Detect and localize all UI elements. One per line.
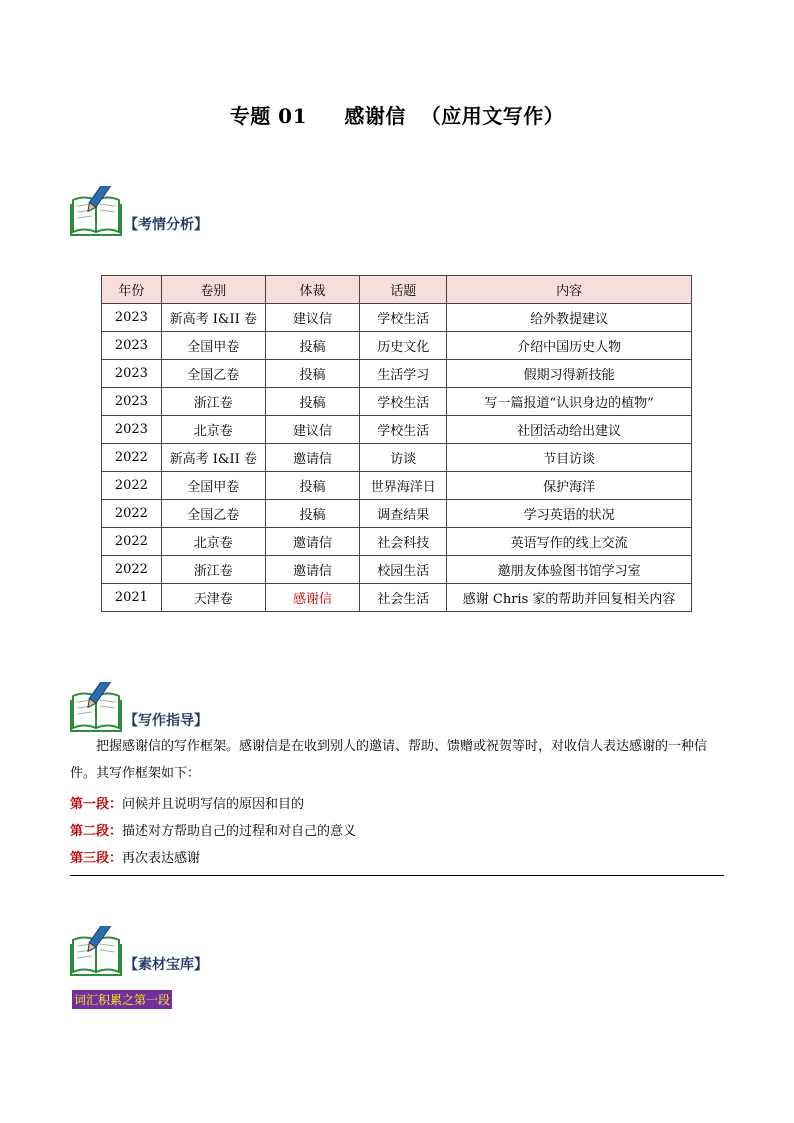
cell-genre: 建议信 — [265, 416, 360, 444]
cell-content: 社团活动给出建议 — [447, 416, 692, 444]
cell-paper: 新高考 I&II 卷 — [161, 304, 265, 332]
section-label-guide: 【写作指导】 — [124, 713, 208, 729]
step-text: 问候并且说明写信的原因和目的 — [122, 797, 305, 812]
table-header-row — [102, 276, 692, 304]
horizontal-rule — [70, 875, 724, 876]
header-content: 内容 — [447, 276, 692, 304]
cell-year: 2023 — [102, 416, 162, 444]
cell-year: 2023 — [102, 388, 162, 416]
table-row — [102, 416, 692, 444]
table-row — [102, 556, 692, 584]
cell-genre: 邀请信 — [265, 528, 360, 556]
section-label-analysis: 【考情分析】 — [124, 217, 208, 233]
header-topic: 话题 — [360, 276, 447, 304]
cell-topic: 调查结果 — [360, 500, 447, 528]
open-book-pencil-icon — [70, 926, 124, 976]
cell-content: 写一篇报道“认识身边的植物” — [447, 388, 692, 416]
cell-content: 给外教提建议 — [447, 304, 692, 332]
cell-paper: 全国乙卷 — [161, 360, 265, 388]
cell-paper: 新高考 I&II 卷 — [161, 444, 265, 472]
cell-content: 保护海洋 — [447, 472, 692, 500]
cell-topic: 学校生活 — [360, 388, 447, 416]
cell-topic: 学校生活 — [360, 416, 447, 444]
guide-intro: 把握感谢信的写作框架。感谢信是在收到别人的邀请、帮助、馈赠或祝贺等时，对收信人表达感谢的一种信件。其写作框架如下： — [70, 739, 708, 781]
table-row — [102, 528, 692, 556]
cell-paper: 北京卷 — [161, 528, 265, 556]
cell-genre: 投稿 — [265, 388, 360, 416]
cell-topic: 学校生活 — [360, 304, 447, 332]
cell-content: 节目访谈 — [447, 444, 692, 472]
cell-year: 2023 — [102, 360, 162, 388]
header-genre: 体裁 — [265, 276, 360, 304]
cell-paper: 全国甲卷 — [161, 472, 265, 500]
vocab-tag: 词汇积累之第一段 — [72, 990, 172, 1009]
step-label: 第三段： — [70, 851, 123, 866]
open-book-pencil-icon — [70, 682, 124, 732]
cell-year: 2022 — [102, 528, 162, 556]
page-title: 专题 01 感谢信 （应用文写作） — [229, 104, 565, 128]
cell-topic: 生活学习 — [360, 360, 447, 388]
cell-year: 2022 — [102, 472, 162, 500]
cell-topic: 社会生活 — [360, 584, 447, 612]
cell-paper: 天津卷 — [161, 584, 265, 612]
table-row — [102, 332, 692, 360]
table-row — [102, 304, 692, 332]
cell-topic: 访谈 — [360, 444, 447, 472]
cell-year: 2022 — [102, 500, 162, 528]
cell-topic: 历史文化 — [360, 332, 447, 360]
guide-step-2 — [70, 820, 356, 839]
cell-genre-highlight: 感谢信 — [265, 584, 360, 612]
cell-topic: 社会科技 — [360, 528, 447, 556]
cell-content: 假期习得新技能 — [447, 360, 692, 388]
cell-paper: 全国乙卷 — [161, 500, 265, 528]
table-row — [102, 444, 692, 472]
cell-content: 介绍中国历史人物 — [447, 332, 692, 360]
cell-year: 2022 — [102, 444, 162, 472]
cell-year: 2021 — [102, 584, 162, 612]
table-row — [102, 388, 692, 416]
step-text: 再次表达感谢 — [122, 851, 201, 866]
cell-genre: 建议信 — [265, 304, 360, 332]
cell-genre: 邀请信 — [265, 444, 360, 472]
step-label: 第二段： — [70, 824, 123, 839]
table-row — [102, 360, 692, 388]
guide-step-3 — [70, 847, 200, 866]
cell-paper: 北京卷 — [161, 416, 265, 444]
cell-topic: 世界海洋日 — [360, 472, 447, 500]
exam-analysis-table — [101, 275, 692, 612]
section-label-material: 【素材宝库】 — [124, 957, 208, 973]
cell-content: 学习英语的状况 — [447, 500, 692, 528]
table-row — [102, 472, 692, 500]
cell-genre: 投稿 — [265, 472, 360, 500]
cell-genre: 投稿 — [265, 500, 360, 528]
cell-content: 感谢 Chris 家的帮助并回复相关内容 — [447, 584, 692, 612]
cell-genre: 投稿 — [265, 332, 360, 360]
step-text: 描述对方帮助自己的过程和对自己的意义 — [122, 824, 357, 839]
open-book-pencil-icon — [70, 186, 124, 236]
cell-content: 英语写作的线上交流 — [447, 528, 692, 556]
table-row — [102, 584, 692, 612]
cell-content: 邀朋友体验图书馆学习室 — [447, 556, 692, 584]
cell-genre: 投稿 — [265, 360, 360, 388]
cell-paper: 全国甲卷 — [161, 332, 265, 360]
cell-topic: 校园生活 — [360, 556, 447, 584]
cell-paper: 浙江卷 — [161, 556, 265, 584]
table-row — [102, 500, 692, 528]
cell-genre: 邀请信 — [265, 556, 360, 584]
cell-paper: 浙江卷 — [161, 388, 265, 416]
cell-year: 2023 — [102, 332, 162, 360]
header-year: 年份 — [102, 276, 162, 304]
header-paper: 卷别 — [161, 276, 265, 304]
step-label: 第一段： — [70, 797, 123, 812]
cell-year: 2022 — [102, 556, 162, 584]
guide-step-1 — [70, 793, 304, 812]
cell-year: 2023 — [102, 304, 162, 332]
